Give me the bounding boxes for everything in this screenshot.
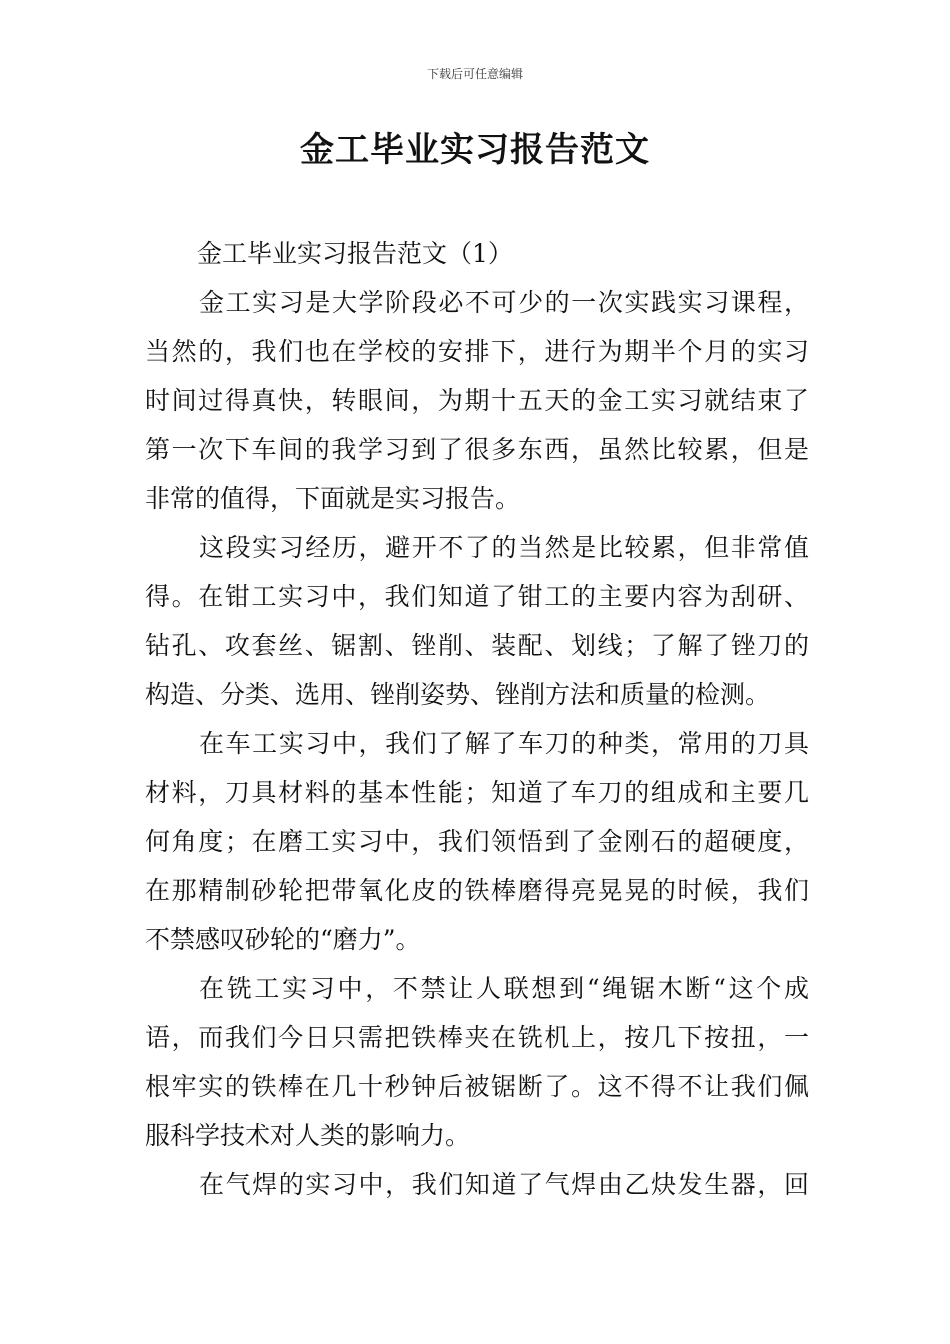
text-line: 第一次下车间的我学习到了很多东西，虽然比较累，但是: [145, 435, 809, 464]
paragraph-3: [145, 719, 809, 964]
text-line: 在车工实习中，我们了解了车刀的种类，常用的刀具: [199, 729, 809, 758]
header-note: 下载后可任意编辑: [426, 67, 523, 81]
text-line: 在那精制砂轮把带氧化皮的铁棒磨得亮晃晃的时候，我们: [145, 876, 809, 905]
text-line: 金工实习是大学阶段必不可少的一次实践实习课程，: [199, 288, 809, 317]
text-line: 何角度；在磨工实习中，我们领悟到了金刚石的超硬度，: [145, 827, 809, 856]
text-line: 时间过得真快，转眼间，为期十五天的金工实习就结束了: [145, 386, 809, 415]
text-line: 得。在钳工实习中，我们知道了钳工的主要内容为刮研、: [145, 582, 809, 611]
text-line: 根牢实的铁棒在几十秒钟后被锯断了。这不得不让我们佩: [145, 1072, 809, 1101]
paragraph-4: [145, 964, 809, 1160]
text-line: 在气焊的实习中，我们知道了气焊由乙炔发生器，回: [199, 1170, 809, 1199]
text-line: 在铣工实习中，不禁让人联想到“绳锯木断“这个成: [199, 974, 809, 1003]
text-line: 非常的值得，下面就是实习报告。: [145, 484, 521, 513]
text-line: 语，而我们今日只需把铁棒夹在铣机上，按几下按扭，一: [145, 1023, 809, 1052]
paragraph-1: [145, 278, 809, 523]
text-line: 服科学技术对人类的影响力。: [145, 1121, 471, 1150]
document-title: 金工毕业实习报告范文: [300, 130, 650, 170]
text-line: 构造、分类、选用、锉削姿势、锉削方法和质量的检测。: [145, 680, 771, 709]
paragraph-5: [145, 1160, 809, 1209]
text-line: 材料，刀具材料的基本性能；知道了车刀的组成和主要几: [145, 778, 809, 807]
document-body: [145, 229, 809, 1209]
text-line: 当然的，我们也在学校的安排下，进行为期半个月的实习: [145, 337, 809, 366]
section-subtitle: 金工毕业实习报告范文（1）: [197, 239, 513, 268]
paragraph-2: [145, 523, 809, 719]
text-line: 不禁感叹砂轮的“磨力”。: [145, 925, 421, 954]
text-line: 这段实习经历，避开不了的当然是比较累，但非常值: [199, 533, 809, 562]
text-line: 钻孔、攻套丝、锯割、锉削、装配、划线；了解了锉刀的: [145, 631, 809, 660]
